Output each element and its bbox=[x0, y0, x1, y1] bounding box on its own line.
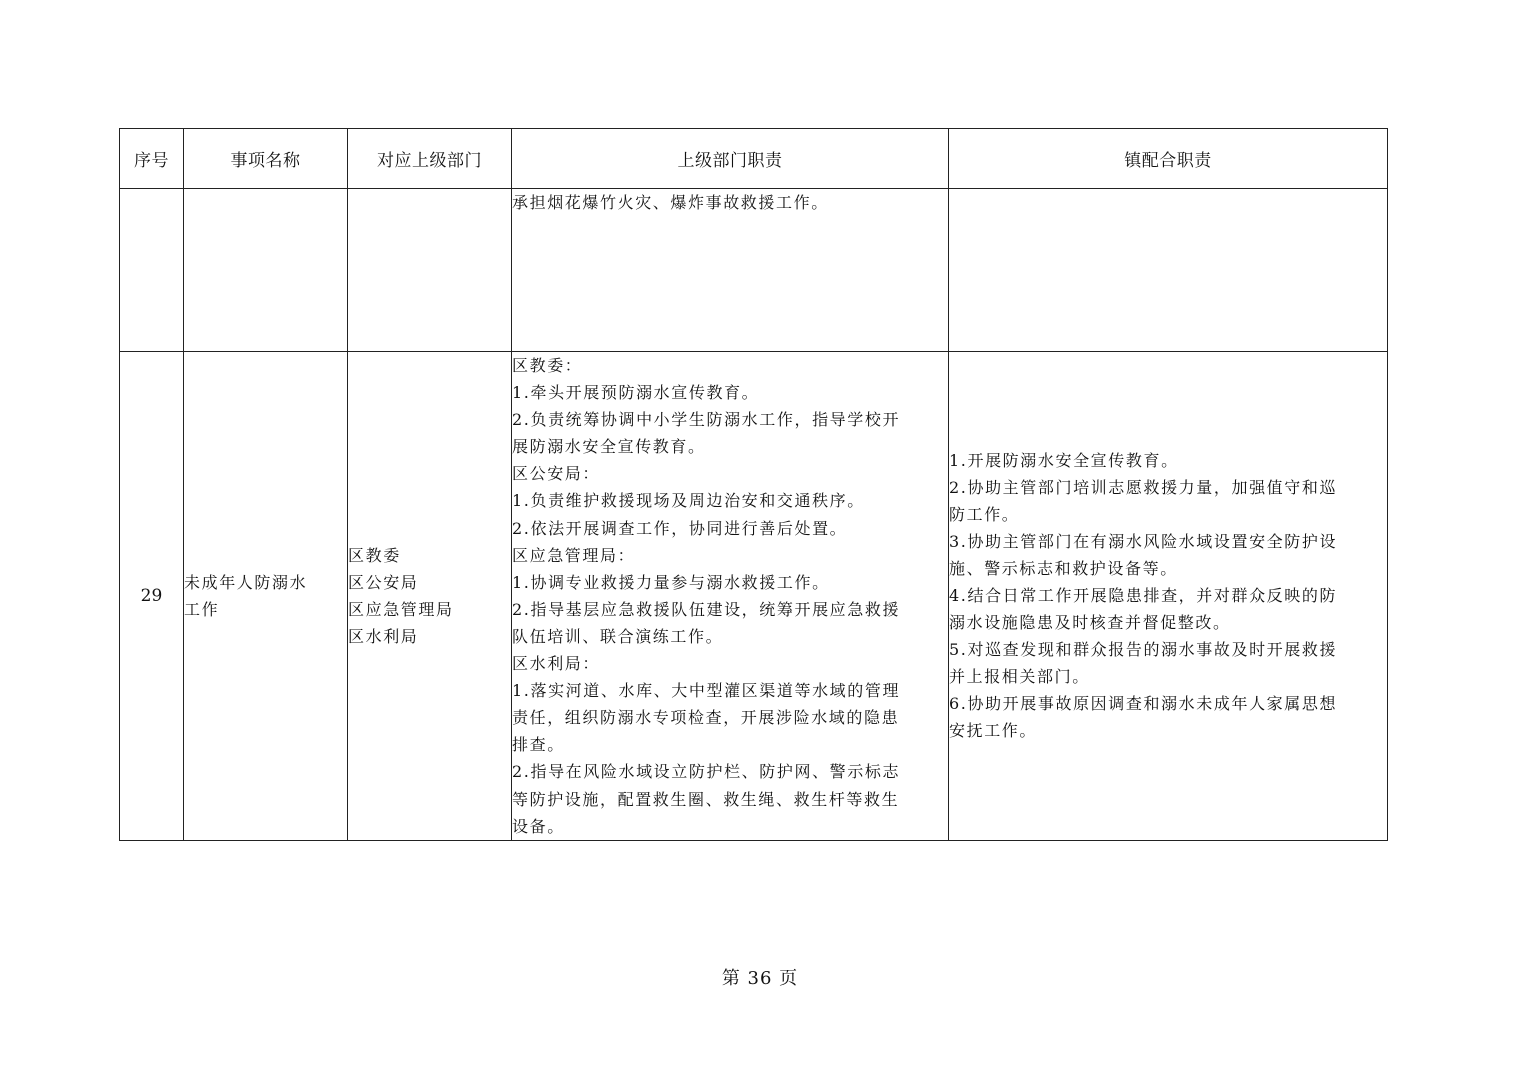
item-name-line: 未成年人防溺水 bbox=[184, 572, 308, 592]
duty-line: 区应急管理局： bbox=[512, 545, 636, 565]
duty-line: 等防护设施，配置救生圈、救生绳、救生杆等救生 bbox=[512, 789, 900, 809]
department-line: 区应急管理局 bbox=[348, 599, 454, 619]
town-duty-line: 溺水设施隐患及时核查并督促整改。 bbox=[949, 613, 1231, 633]
town-duty-line: 6.协助开展事故原因调查和溺水未成年人家属思想 bbox=[949, 694, 1338, 714]
duty-line: 1.协调专业救援力量参与溺水救援工作。 bbox=[512, 572, 830, 592]
department-line: 区公安局 bbox=[348, 572, 419, 592]
duty-line: 2.负责统筹协调中小学生防溺水工作，指导学校开 bbox=[512, 410, 901, 430]
cell-upper-department bbox=[348, 352, 512, 841]
item-name-line: 工作 bbox=[184, 599, 220, 619]
town-duty-line: 5.对巡查发现和群众报告的溺水事故及时开展救援 bbox=[949, 640, 1338, 660]
town-duty-line: 3.协助主管部门在有溺水风险水域设置安全防护设 bbox=[949, 532, 1338, 552]
department-line: 区教委 bbox=[348, 545, 401, 565]
duty-line: 1.负责维护救援现场及周边治安和交通秩序。 bbox=[512, 491, 865, 511]
department-line: 区水利局 bbox=[348, 626, 419, 646]
duty-line: 区教委： bbox=[512, 356, 583, 375]
duty-line: 责任，组织防溺水专项检查，开展涉险水域的隐患 bbox=[512, 708, 900, 728]
cell-seq bbox=[120, 189, 184, 352]
duty-line: 排查。 bbox=[512, 735, 565, 755]
table-row-continued bbox=[120, 189, 1388, 352]
header-upper-duties: 上级部门职责 bbox=[512, 129, 949, 189]
duty-line: 承担烟花爆竹火灾、爆炸事故救援工作。 bbox=[512, 193, 829, 212]
page-number: 第 36 页 bbox=[721, 968, 799, 989]
header-upper-department: 对应上级部门 bbox=[348, 129, 512, 189]
duty-line: 2.指导在风险水域设立防护栏、防护网、警示标志 bbox=[512, 762, 901, 782]
header-seq: 序号 bbox=[120, 129, 184, 189]
duty-line: 设备。 bbox=[512, 816, 565, 836]
header-town-duties: 镇配合职责 bbox=[949, 129, 1388, 189]
duty-line: 2.依法开展调查工作，协同进行善后处置。 bbox=[512, 518, 848, 538]
cell-item-name bbox=[184, 352, 348, 841]
town-duty-line: 施、警示标志和救护设备等。 bbox=[949, 559, 1178, 579]
cell-town-duties bbox=[949, 352, 1388, 841]
cell-upper-department bbox=[348, 189, 512, 352]
town-duty-line: 安抚工作。 bbox=[949, 721, 1038, 741]
duty-line: 区水利局： bbox=[512, 654, 601, 674]
cell-upper-duties bbox=[512, 352, 949, 841]
duty-line: 1.落实河道、水库、大中型灌区渠道等水域的管理 bbox=[512, 681, 901, 701]
duty-line: 2.指导基层应急救援队伍建设，统筹开展应急救援 bbox=[512, 599, 901, 619]
duty-line: 队伍培训、联合演练工作。 bbox=[512, 626, 724, 646]
town-duty-line: 2.协助主管部门培训志愿救援力量，加强值守和巡 bbox=[949, 478, 1338, 498]
cell-item-name bbox=[184, 189, 348, 352]
duty-line: 区公安局： bbox=[512, 464, 601, 484]
responsibility-table bbox=[119, 128, 1388, 841]
town-duty-line: 并上报相关部门。 bbox=[949, 667, 1090, 687]
cell-upper-duties bbox=[512, 189, 949, 352]
town-duty-line: 1.开展防溺水安全宣传教育。 bbox=[949, 451, 1179, 471]
town-duty-line: 4.结合日常工作开展隐患排查，并对群众反映的防 bbox=[949, 586, 1338, 606]
duty-line: 1.牵头开展预防溺水宣传教育。 bbox=[512, 383, 760, 403]
cell-town-duties bbox=[949, 189, 1388, 352]
town-duty-line: 防工作。 bbox=[949, 505, 1020, 525]
cell-seq: 29 bbox=[120, 352, 184, 841]
table-row-29 bbox=[120, 352, 1388, 841]
header-item-name: 事项名称 bbox=[184, 129, 348, 189]
table-header-row bbox=[120, 129, 1388, 189]
duty-line: 展防溺水安全宣传教育。 bbox=[512, 437, 706, 457]
